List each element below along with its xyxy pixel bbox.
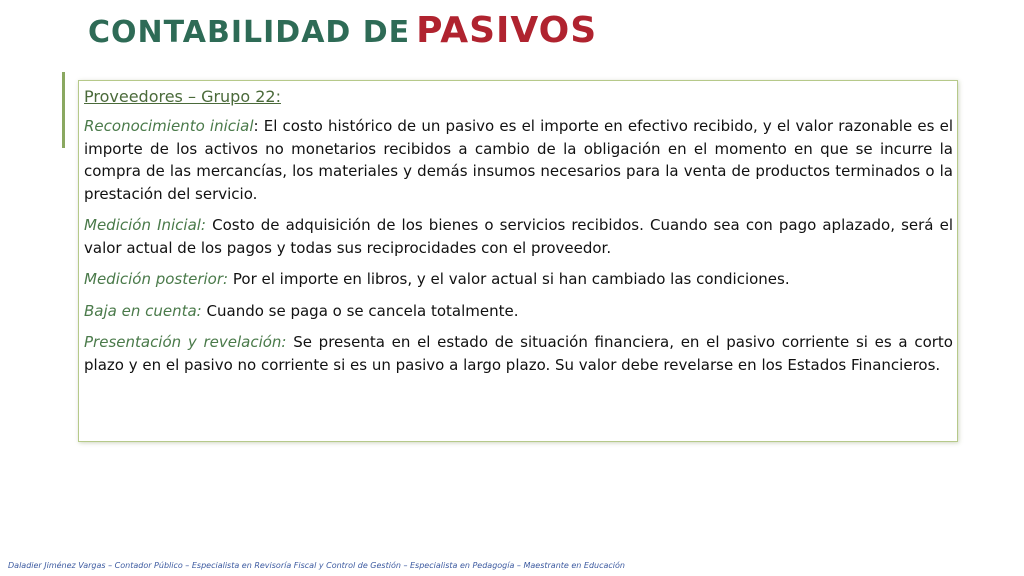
- term-label: Reconocimiento inicial: [84, 117, 254, 135]
- term-label: Presentación y revelación:: [84, 333, 287, 351]
- title-part1: CONTABILIDAD DE: [88, 15, 411, 50]
- paragraph-text: Por el importe en libros, y el valor actual si han cambiado las condiciones.: [232, 270, 790, 288]
- accent-bar: [62, 72, 65, 148]
- paragraph-baja-en-cuenta: [84, 300, 953, 323]
- term-separator: :: [253, 117, 264, 135]
- title-part2: PASIVOS: [416, 10, 598, 51]
- paragraph-medicion-posterior: [84, 268, 953, 291]
- paragraph-presentacion: [84, 331, 953, 376]
- term-label: Baja en cuenta:: [84, 301, 202, 320]
- paragraph-medicion-inicial: [84, 214, 953, 259]
- paragraph-text: El costo histórico de un pasivo es el importe en efectivo recibido, y el valor razonable es el importe de los activos no monetarios recibidos a cambio de la obligación en el momento en que se incurre la compra de las mercancías, los materiales y demás insumos necesarios para la venta de productos terminados o la prestación del servicio.: [84, 117, 953, 203]
- section-heading: Proveedores – Grupo 22:: [84, 87, 281, 106]
- term-label: Medición Inicial:: [84, 216, 206, 234]
- paragraph-text: Se presenta en el estado de situación financiera, en el pasivo corriente si es a corto plazo y en el pasivo no corriente si es un pasivo a largo plazo. Su valor debe revelarse en los Estados Financieros.: [84, 333, 953, 374]
- paragraph-text: Cuando se paga o se cancela totalmente.: [206, 301, 519, 320]
- slide-title: [88, 10, 597, 51]
- term-label: Medición posterior:: [84, 270, 229, 288]
- paragraph-text: Costo de adquisición de los bienes o servicios recibidos. Cuando sea con pago aplazado, será el valor actual de los pagos y todas sus reciprocidades con el proveedor.: [84, 216, 953, 257]
- paragraph-reconocimiento: [84, 115, 953, 205]
- footer-credits: Daladier Jiménez Vargas – Contador Público – Especialista en Revisoría Fiscal y Control de Gestión – Especialista en Pedagogía – Maestrante en Educación: [8, 561, 625, 570]
- content-box: [78, 80, 958, 442]
